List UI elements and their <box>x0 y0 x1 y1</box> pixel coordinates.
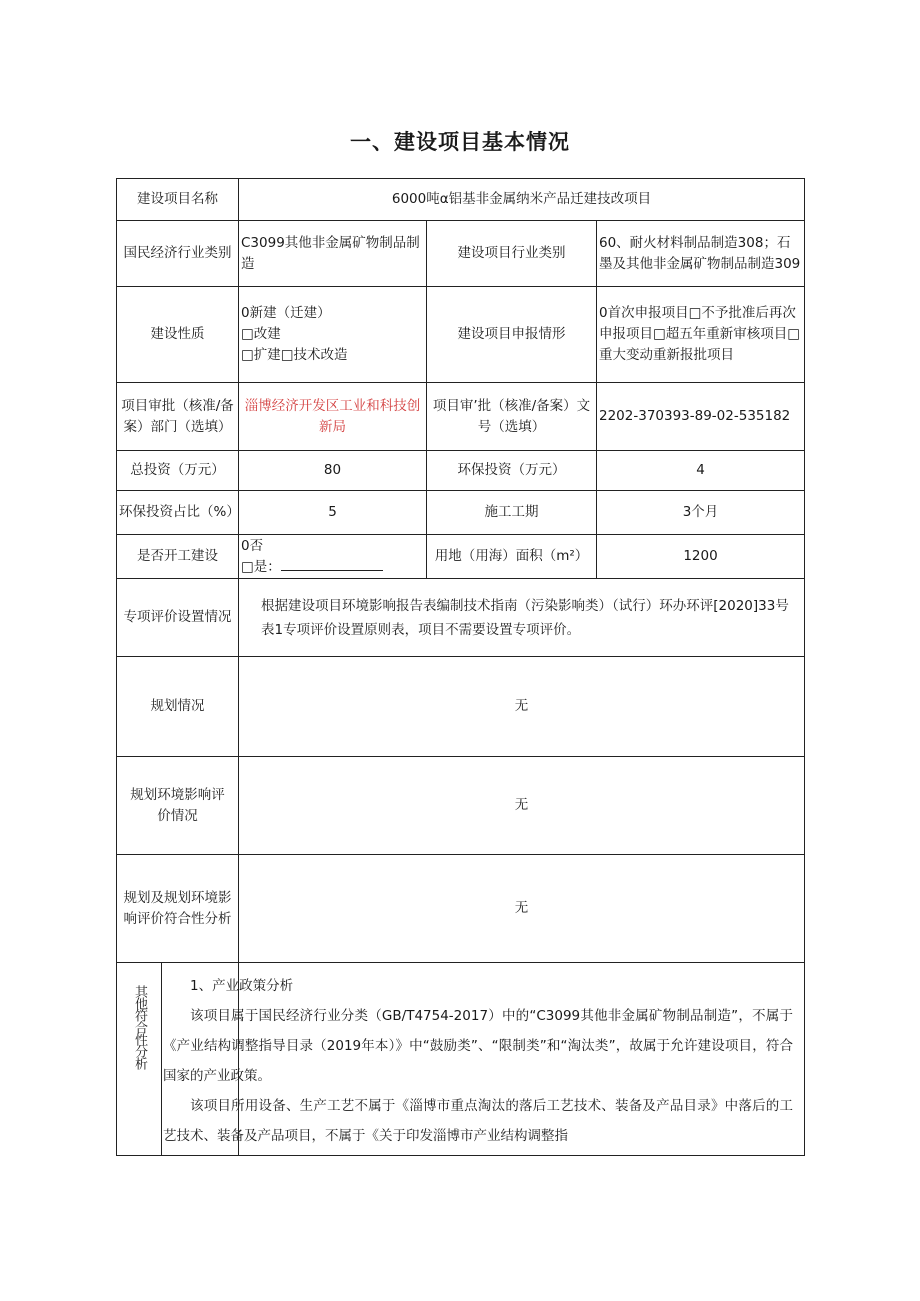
started-option-yes: □是： <box>241 558 281 575</box>
env-investment-label: 环保投资（万元） <box>427 451 597 491</box>
total-investment-label: 总投资（万元） <box>117 451 239 491</box>
planning-env-value: 无 <box>239 757 805 855</box>
other-analysis-label-wrap <box>117 963 162 1155</box>
row-other-analysis <box>117 963 805 1156</box>
land-area-value: 1200 <box>597 535 805 579</box>
planning-conformity-value: 无 <box>239 855 805 963</box>
other-analysis-content <box>161 963 793 1156</box>
nature-option-rebuild: □改建 <box>241 326 281 342</box>
report-situation-label: 建设项目申报情形 <box>427 287 597 383</box>
project-name-value: 6000吨α铝基非金属纳米产品迁建技改项目 <box>239 179 805 221</box>
started-option-no: 0否 <box>241 537 264 554</box>
industry-category-label: 建设项目行业类别 <box>427 221 597 287</box>
planning-env-label: 规划环境影响评价情况 <box>117 757 239 855</box>
started-options <box>239 535 427 579</box>
planning-conformity-label: 规划及规划环境影响评价符合性分析 <box>117 855 239 963</box>
approval-doc-label: 项目审’批（核准/备案）文号（选填） <box>427 383 597 451</box>
industry-category-value: 60、耐火材料制品制造308；石墨及其他非金属矿物制品制造309 <box>597 221 805 287</box>
special-eval-value: 根据建设项目环境影响报告表编制技术指南（污染影响类）（试行）环办环评[2020]33号表1专项评价设置原则表，项目不需要设置专项评价。 <box>239 579 805 657</box>
row-approval <box>117 383 805 451</box>
row-ratio <box>117 491 805 535</box>
row-started <box>117 535 805 579</box>
nature-option-new: 0新建（迁建） <box>241 305 331 321</box>
env-investment-value: 4 <box>597 451 805 491</box>
construction-period-value: 3个月 <box>597 491 805 535</box>
nature-option-expand: □扩建□技术改造 <box>241 347 348 363</box>
row-planning <box>117 657 805 757</box>
project-name-label: 建设项目名称 <box>117 179 239 221</box>
industry-policy-para-1: 该项目属于国民经济行业分类（GB/T4754-2017）中的“C3099其他非金属矿物制品制造”，不属于《产业结构调整指导目录（2019年本）》中“鼓励类”、“限制类”和“淘汰类”，故属于允许建设项目，符合国家的产业政策。 <box>163 1008 793 1084</box>
row-nature <box>117 287 805 383</box>
approval-dept-label: 项目审批（核准/备案）部门（选填） <box>117 383 239 451</box>
land-area-label: 用地（用海）面积（m²） <box>427 535 597 579</box>
approval-dept-value: 淄博经济开发区工业和科技创新局 <box>239 383 427 451</box>
industry-value: C3099其他非金属矿物制品制造 <box>239 221 427 287</box>
nature-label: 建设性质 <box>117 287 239 383</box>
approval-doc-value: 2202-370393-89-02-535182 <box>597 383 805 451</box>
construction-period-label: 施工工期 <box>427 491 597 535</box>
page-title: 一、建设项目基本情况 <box>350 130 570 154</box>
basic-info-table <box>116 178 805 1156</box>
row-special-eval <box>117 579 805 657</box>
started-yes-blank <box>281 560 383 571</box>
other-analysis-label: 其他符合性分析 <box>132 985 147 1069</box>
special-eval-label: 专项评价设置情况 <box>117 579 239 657</box>
industry-policy-para-2: 该项目所用设备、生产工艺不属于《淄博市重点淘汰的落后工艺技术、装备及产品目录》中落后的工艺技术、装备及产品项目，不属于《关于印发淄博市产业结构调整指 <box>163 1098 793 1144</box>
row-investment <box>117 451 805 491</box>
env-ratio-value: 5 <box>239 491 427 535</box>
row-planning-conformity <box>117 855 805 963</box>
nature-options <box>239 287 427 383</box>
env-ratio-label: 环保投资占比（%） <box>117 491 239 535</box>
report-situation-value: 0首次申报项目□不予批准后再次申报项目□超五年重新审核项目□重大变动重新报批项目 <box>597 287 805 383</box>
started-option-yes-row <box>241 557 424 578</box>
industry-label: 国民经济行业类别 <box>117 221 239 287</box>
row-industry <box>117 221 805 287</box>
planning-label: 规划情况 <box>117 657 239 757</box>
row-planning-env <box>117 757 805 855</box>
planning-value: 无 <box>239 657 805 757</box>
started-label: 是否开工建设 <box>117 535 239 579</box>
industry-policy-heading: 1、产业政策分析 <box>190 978 294 994</box>
row-project-name <box>117 179 805 221</box>
total-investment-value: 80 <box>239 451 427 491</box>
